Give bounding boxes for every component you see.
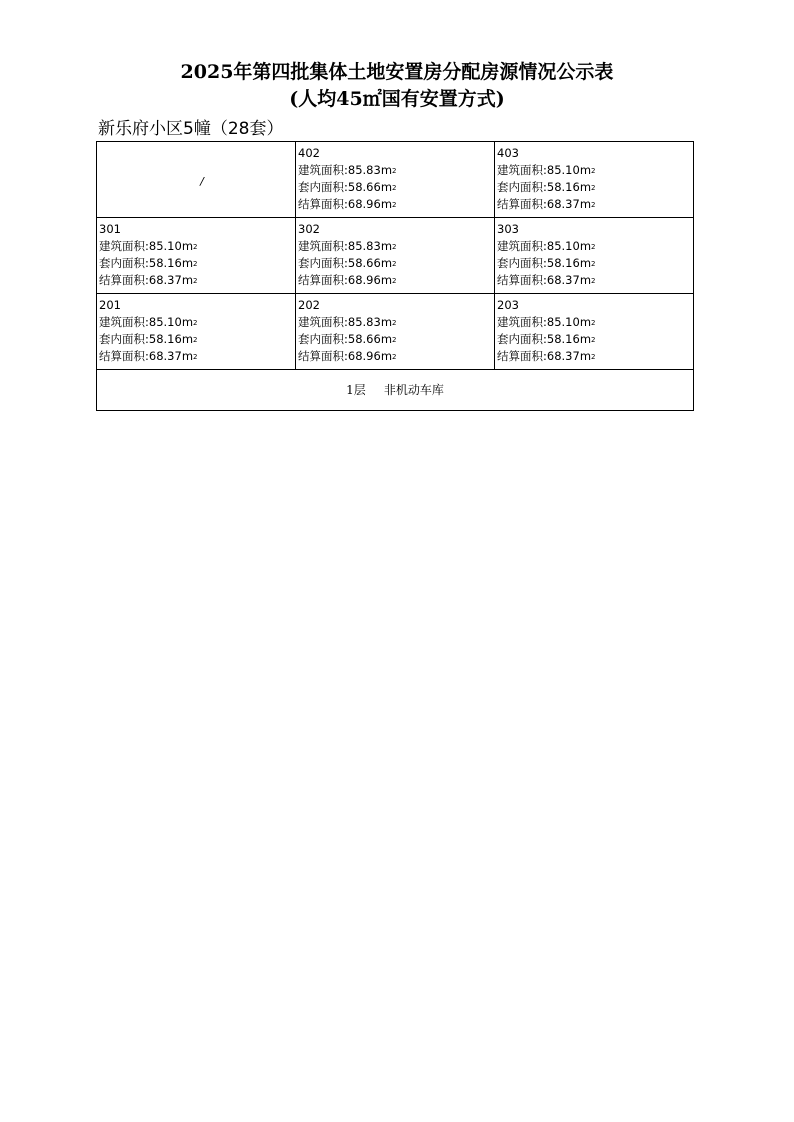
- inner-area: 套内面积$:58.16m^2$: [497, 256, 596, 270]
- inner-area: 套内面积$:58.16m^2$: [497, 332, 596, 346]
- table-row-floor-3: [97, 218, 694, 294]
- floor-use-label: 非机动车库: [383, 382, 444, 397]
- floor-label: 1层: [346, 382, 366, 397]
- room-number: 201: [99, 298, 121, 312]
- inner-area: 套内面积$:58.16m^2$: [497, 180, 596, 194]
- table-row-floor-1: [97, 370, 694, 411]
- inner-area: 套内面积$:58.16m^2$: [99, 256, 198, 270]
- units-table: [96, 141, 694, 411]
- page-subtitle: (人均45㎡国有安置方式): [289, 88, 505, 110]
- gross-area: 建筑面积$:85.10m^2$: [497, 315, 596, 329]
- inner-area: 套内面积$:58.66m^2$: [298, 256, 397, 270]
- settle-area: 结算面积$:68.96m^2$: [298, 273, 397, 287]
- settle-area: 结算面积$:68.37m^2$: [99, 273, 198, 287]
- unit-cell: [97, 294, 296, 370]
- unit-cell: [296, 294, 495, 370]
- table-row-floor-2: [97, 294, 694, 370]
- gross-area: 建筑面积$:85.10m^2$: [497, 163, 596, 177]
- room-number: 203: [497, 298, 519, 312]
- room-number: 403: [497, 146, 519, 160]
- inner-area: 套内面积$:58.66m^2$: [298, 180, 397, 194]
- gross-area: 建筑面积$:85.10m^2$: [497, 239, 596, 253]
- table-row-floor-4: [97, 142, 694, 218]
- gross-area: 建筑面积$:85.10m^2$: [99, 315, 198, 329]
- settle-area: 结算面积$:68.96m^2$: [298, 349, 397, 363]
- room-number: 402: [298, 146, 320, 160]
- unit-cell: [495, 218, 694, 294]
- room-number: 202: [298, 298, 320, 312]
- gross-area: 建筑面积$:85.83m^2$: [298, 315, 397, 329]
- room-number: 303: [497, 222, 519, 236]
- unit-cell: [296, 218, 495, 294]
- settle-area: 结算面积$:68.96m^2$: [298, 197, 397, 211]
- room-number: 302: [298, 222, 320, 236]
- settle-area: 结算面积$:68.37m^2$: [497, 197, 596, 211]
- building-label: 新乐府小区5幢（28套）: [98, 119, 284, 139]
- empty-mark: /: [200, 174, 204, 188]
- unit-cell: [495, 294, 694, 370]
- gross-area: 建筑面积$:85.83m^2$: [298, 239, 397, 253]
- gross-area: 建筑面积$:85.83m^2$: [298, 163, 397, 177]
- room-number: 301: [99, 222, 121, 236]
- unit-cell-empty: [97, 142, 296, 218]
- settle-area: 结算面积$:68.37m^2$: [99, 349, 198, 363]
- inner-area: 套内面积$:58.16m^2$: [99, 332, 198, 346]
- unit-cell: [495, 142, 694, 218]
- unit-cell: [296, 142, 495, 218]
- ground-floor-cell: [97, 370, 694, 411]
- gross-area: 建筑面积$:85.10m^2$: [99, 239, 198, 253]
- settle-area: 结算面积$:68.37m^2$: [497, 349, 596, 363]
- inner-area: 套内面积$:58.66m^2$: [298, 332, 397, 346]
- unit-cell: [97, 218, 296, 294]
- settle-area: 结算面积$:68.37m^2$: [497, 273, 596, 287]
- page-title: 2025年第四批集体土地安置房分配房源情况公示表: [180, 61, 614, 83]
